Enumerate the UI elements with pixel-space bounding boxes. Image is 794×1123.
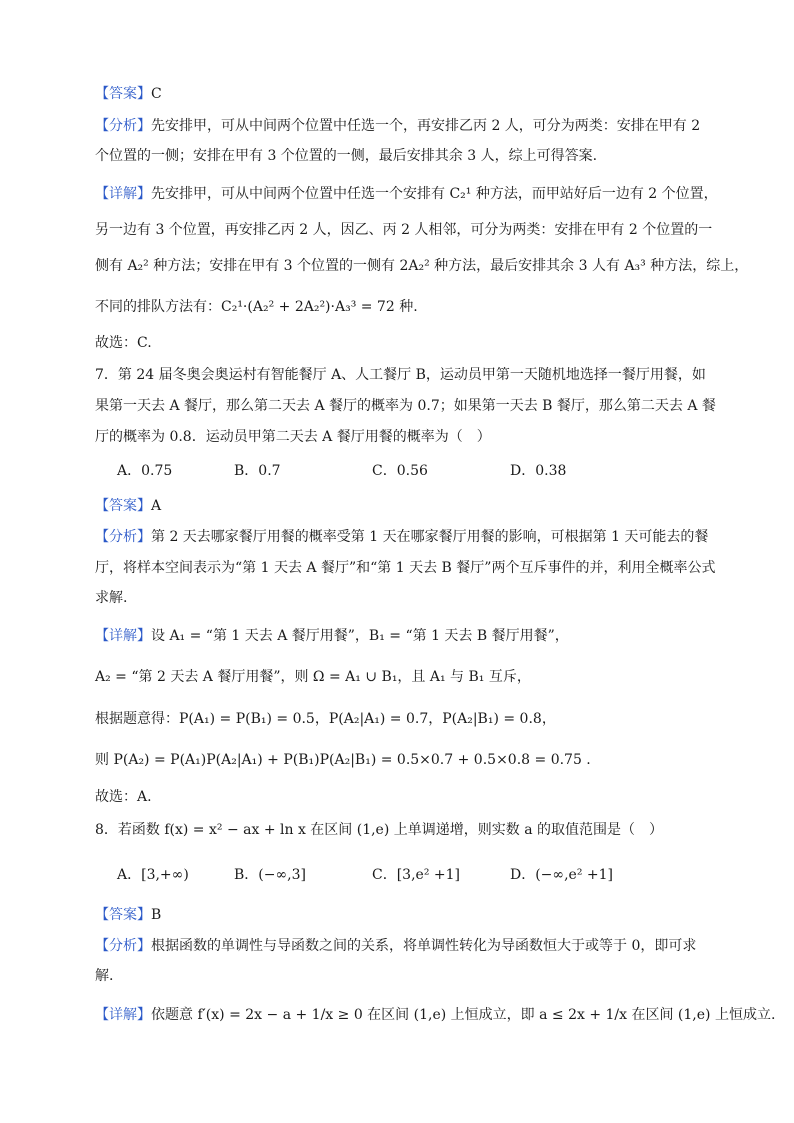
q8-option-a: A．[3,+∞) — [117, 867, 189, 883]
q7-detail-line: 则 P(A₂) = P(A₁)P(A₂|A₁) + P(B₁)P(A₂|B₁) = 0.5×0.7 + 0.5×0.8 = 0.75 . — [95, 752, 591, 768]
detail-tag: 【详解】 — [95, 186, 151, 202]
q6-detail-line: 另一边有 3 个位置，再安排乙丙 2 人，因乙、丙 2 人相邻，可分为两类：安排在甲有 2 个位置的一 — [95, 222, 713, 238]
q7-option-a: A．0.75 — [117, 463, 173, 479]
q6-detail-line: 【详解】先安排甲，可从中间两个位置中任选一个安排有 C₂¹ 种方法，而甲站好后一边有 2 个位置， — [95, 186, 718, 202]
q7-stem-line: 果第一天去 A 餐厅，那么第二天去 A 餐厅的概率为 0.7；如果第一天去 B 餐厅，那么第二天去 A 餐 — [95, 398, 716, 414]
analysis-tag: 【分析】 — [95, 118, 151, 134]
q6-choice: 故选：C. — [95, 335, 152, 351]
q8-answer: 【答案】B — [95, 907, 162, 923]
answer-tag: 【答案】 — [95, 86, 151, 102]
detail-tag: 【详解】 — [95, 628, 151, 644]
q7-analysis-line: 【分析】第 2 天去哪家餐厅用餐的概率受第 1 天在哪家餐厅用餐的影响，可根据第 1 天可能去的餐 — [95, 529, 709, 545]
q8-option-b: B．(−∞,3] — [234, 867, 306, 883]
answer-tag: 【答案】 — [95, 907, 151, 923]
answer-tag: 【答案】 — [95, 498, 151, 514]
q7-choice: 故选：A. — [95, 789, 152, 805]
q7-analysis-line: 求解. — [95, 590, 128, 606]
q6-analysis-line: 【分析】先安排甲，可从中间两个位置中任选一个，再安排乙丙 2 人，可分为两类：安排在甲有 2 — [95, 118, 701, 134]
q7-detail-line: 【详解】设 A₁ = “第 1 天去 A 餐厅用餐”，B₁ = “第 1 天去 B 餐厅用餐”， — [95, 628, 569, 644]
q7-detail-line: A₂ = “第 2 天去 A 餐厅用餐”，则 Ω = A₁ ∪ B₁，且 A₁ 与 B₁ 互斥， — [95, 669, 531, 685]
q6-analysis-line: 个位置的一侧；安排在甲有 3 个位置的一侧，最后安排其余 3 人，综上可得答案. — [95, 148, 598, 164]
analysis-tag: 【分析】 — [95, 529, 151, 545]
q8-detail-line: 【详解】依题意 f′(x) = 2x − a + 1/x ≥ 0 在区间 (1,e) 上恒成立，即 a ≤ 2x + 1/x 在区间 (1,e) 上恒成立. — [95, 1007, 776, 1023]
q7-option-c: C．0.56 — [372, 463, 428, 479]
q7-stem-line: 7．第 24 届冬奥会奥运村有智能餐厅 A、人工餐厅 B，运动员甲第一天随机地选择一餐厅用餐，如 — [95, 367, 706, 383]
detail-tag: 【详解】 — [95, 1007, 151, 1023]
q6-detail-line: 不同的排队方法有：C₂¹·(A₂² + 2A₂²)·A₃³ = 72 种. — [95, 299, 418, 315]
q8-analysis-line: 解. — [95, 968, 114, 984]
q6-answer: 【答案】C — [95, 86, 162, 102]
q7-answer: 【答案】A — [95, 498, 162, 514]
q8-option-c: C．[3,e² +1] — [372, 867, 460, 883]
q6-detail-line: 侧有 A₂² 种方法；安排在甲有 3 个位置的一侧有 2A₂² 种方法，最后安排其余 3 人有 A₃³ 种方法，综上， — [95, 258, 749, 274]
q7-option-b: B．0.7 — [234, 463, 281, 479]
q8-analysis-line: 【分析】根据函数的单调性与导函数之间的关系，将单调性转化为导函数恒大于或等于 0，即可求 — [95, 938, 697, 954]
q7-option-d: D．0.38 — [510, 463, 567, 479]
q8-option-d: D．(−∞,e² +1] — [510, 867, 613, 883]
analysis-tag: 【分析】 — [95, 938, 151, 954]
q7-analysis-line: 厅，将样本空间表示为“第 1 天去 A 餐厅”和“第 1 天去 B 餐厅”两个互斥事件的并，利用全概率公式 — [95, 560, 716, 576]
q7-stem-line: 厅的概率为 0.8．运动员甲第二天去 A 餐厅用餐的概率为（ ） — [95, 429, 491, 445]
q7-detail-line: 根据题意得：P(A₁) = P(B₁) = 0.5，P(A₂|A₁) = 0.7，P(A₂|B₁) = 0.8， — [95, 711, 556, 727]
q8-stem: 8．若函数 f(x) = x² − ax + ln x 在区间 (1,e) 上单调递增，则实数 a 的取值范围是（ ） — [95, 822, 664, 838]
